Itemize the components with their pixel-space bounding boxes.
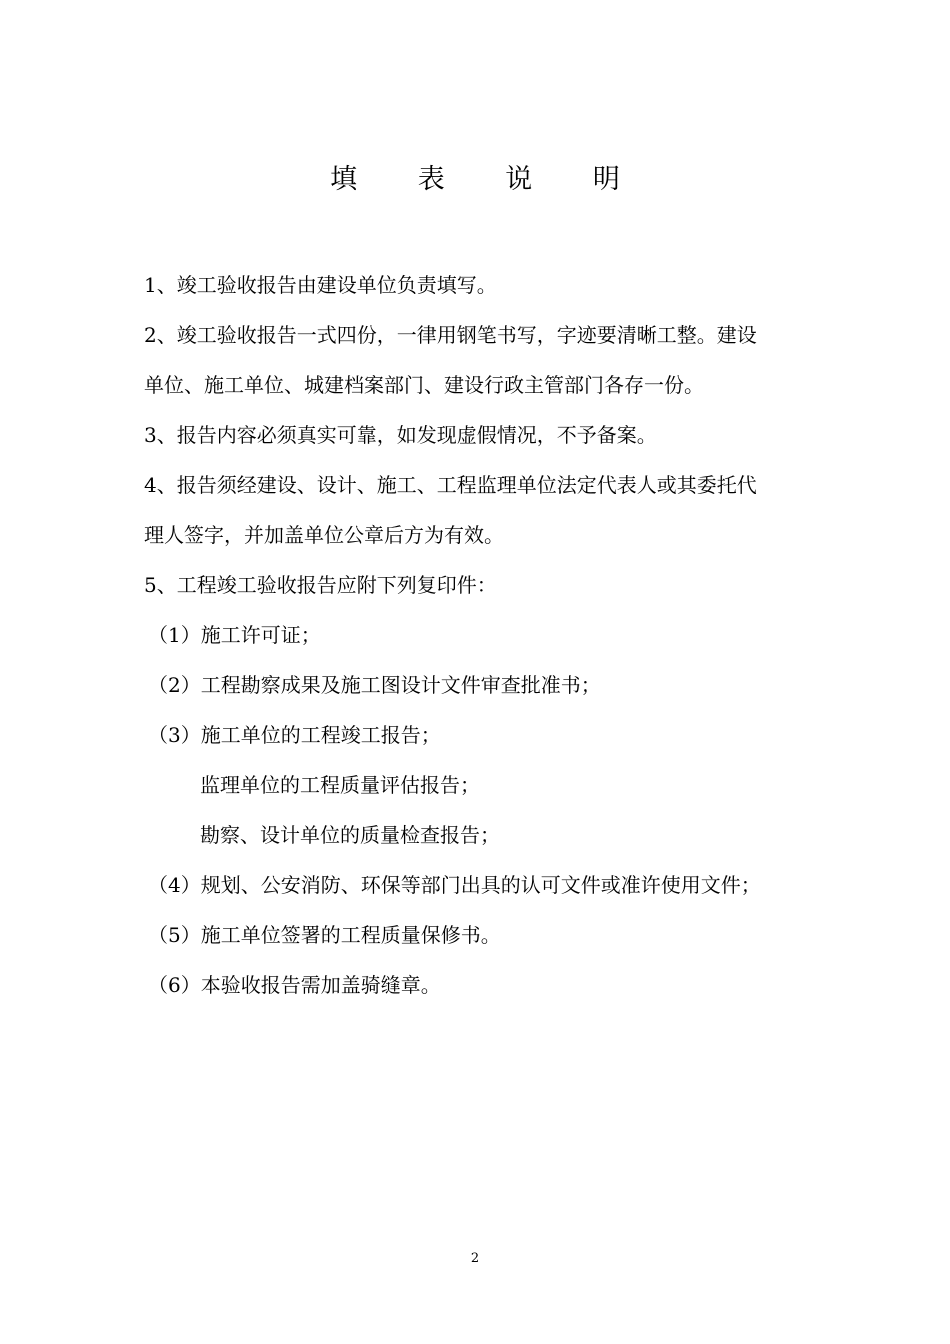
instruction-item-2-line-2: 单位、施工单位、城建档案部门、建设行政主管部门各存一份。 [144, 373, 704, 397]
attachment-item-6: （6）本验收报告需加盖骑缝章。 [148, 973, 441, 997]
instruction-item-4-line-2: 理人签字，并加盖单位公章后方为有效。 [144, 523, 504, 547]
instruction-item-5: 5、工程竣工验收报告应附下列复印件： [144, 573, 497, 597]
instruction-item-1: 1、竣工验收报告由建设单位负责填写。 [144, 273, 497, 297]
page-number: 2 [470, 1251, 480, 1266]
attachment-item-3-sub-1: 监理单位的工程质量评估报告； [200, 773, 480, 797]
attachment-item-4: （4）规划、公安消防、环保等部门出具的认可文件或准许使用文件； [148, 873, 761, 897]
instruction-item-4-line-1: 4、报告须经建设、设计、施工、工程监理单位法定代表人或其委托代 [144, 473, 757, 497]
attachment-item-3-sub-2: 勘察、设计单位的质量检查报告； [200, 823, 500, 847]
attachment-item-1: （1）施工许可证； [148, 623, 321, 647]
instruction-item-3: 3、报告内容必须真实可靠，如发现虚假情况，不予备案。 [144, 423, 657, 447]
page-title: 填 表 说 明 [330, 164, 646, 195]
attachment-item-3: （3）施工单位的工程竣工报告； [148, 723, 441, 747]
instruction-item-2-line-1: 2、竣工验收报告一式四份，一律用钢笔书写，字迹要清晰工整。建设 [144, 323, 757, 347]
attachment-item-2: （2）工程勘察成果及施工图设计文件审查批准书； [148, 673, 601, 697]
attachment-item-5: （5）施工单位签署的工程质量保修书。 [148, 923, 501, 947]
